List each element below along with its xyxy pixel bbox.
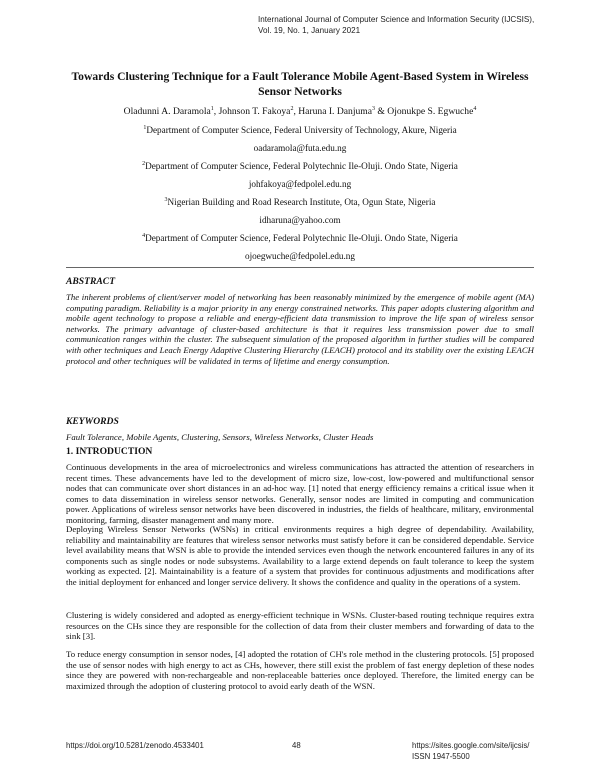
affiliation-superscript: 1 bbox=[143, 124, 147, 131]
keywords-heading: KEYWORDS bbox=[66, 416, 119, 427]
footer-site-link[interactable]: https://sites.google.com/site/ijcsis/ bbox=[412, 741, 530, 750]
affiliation bbox=[40, 196, 560, 208]
affiliation-text: Department of Computer Science, Federal Polytechnic Ile-Oluji. Ondo State, Nigeria bbox=[145, 161, 458, 171]
affiliation bbox=[40, 160, 560, 172]
journal-name: International Journal of Computer Science and Information Security (IJCSIS), bbox=[258, 15, 535, 24]
footer-right bbox=[412, 741, 562, 762]
abstract-text: The inherent problems of client/server model of networking has been reasonably minimized by the emergence of mobile agent (MA) computing paradigm. Reliability is a major priority in any energy constrained networks. This paper adopts clustering algorithm and mobile agent technology to propose a reliable and energy-efficient data transmission to improve the life span of wireless sensor networks. The primary advantage of cluster-based architecture is that it requires less transmission power due to small communication ranges within the cluster. The subsequent simulation of the proposed algorithm in further studies will be compared with other techniques and Leach Energy Adaptive Clustering Hierarchy (LEACH) protocol and its stability over the existing LEACH protocol and other techniques will be validated in terms of lifetime and energy consumption. bbox=[66, 292, 534, 366]
affiliation-superscript: 3 bbox=[164, 196, 168, 203]
affiliation-text: Department of Computer Science, Federal University of Technology, Akure, Nigeria bbox=[146, 125, 457, 135]
intro-paragraph: Continuous developments in the area of microelectronics and wireless communications has attracted the attention of researchers in recent times. These advancements have led to the development of micro size, low-cost, low-powered and multifunctional sensor nodes that can communicate over short distances in an ad-hoc way. [1] noted that energy efficiency remains a critical issue when it comes to data dissemination in wireless sensor networks. Generally, sensor nodes are limited in computing and communication power. Applications of wireless sensor networks have been discovered in industries, the fields of healthcare, military, environmental monitoring, farming, disaster management and many more. bbox=[66, 462, 534, 525]
footer-issn: ISSN 1947-5500 bbox=[412, 751, 470, 761]
author-email[interactable]: ojoegwuche@fedpolel.edu.ng bbox=[245, 251, 355, 261]
author-email[interactable]: idharuna@yahoo.com bbox=[259, 215, 341, 225]
author-name: & Ojonukpe S. Egwuche bbox=[375, 106, 474, 117]
author-name: , Johnson T. Fakoya bbox=[213, 106, 291, 117]
intro-paragraph: Deploying Wireless Sensor Networks (WSNs) in critical environments requires a high degree of dependability. Availability, reliability and maintainability are features that wireless sensor networks must satisfy before it can be considered dependable. Service level availability means that WSN is able to provide the intended services even though the network encountered failures in any of its components such as single nodes or node subsystems. Availability to a large extend depends on fault tolerance to keep the system working as expected. [2]. Maintainability is a feature of a system that provides for continuous adjustments and modifications after the initial deployment for enhanced and longer service delivery. It shows the confidence and quality in the operations of a system. bbox=[66, 524, 534, 587]
keywords-text: Fault Tolerance, Mobile Agents, Clustering, Sensors, Wireless Networks, Cluster Heads bbox=[66, 432, 374, 442]
affiliation bbox=[40, 232, 560, 244]
paper-title: Towards Clustering Technique for a Fault Tolerance Mobile Agent-Based System in Wireless Sensor Networks bbox=[71, 70, 529, 98]
author-superscript: 3 bbox=[372, 105, 376, 112]
affiliation bbox=[40, 124, 560, 136]
journal-header bbox=[258, 14, 588, 36]
section-divider bbox=[66, 267, 534, 268]
author-email[interactable]: oadaramola@futa.edu.ng bbox=[253, 143, 347, 153]
affiliation-text: Nigerian Building and Road Research Institute, Ota, Ogun State, Nigeria bbox=[167, 197, 436, 207]
affiliation-text: Department of Computer Science, Federal Polytechnic Ile-Oluji. Ondo State, Nigeria bbox=[145, 233, 458, 243]
page-number: 48 bbox=[292, 741, 301, 750]
affiliation-superscript: 2 bbox=[142, 160, 146, 167]
author-name: , Haruna I. Danjuma bbox=[293, 106, 373, 117]
author-email[interactable]: johfakoya@fedpolel.edu.ng bbox=[248, 179, 352, 189]
affiliation-superscript: 4 bbox=[142, 232, 146, 239]
author-name: Oladunni A. Daramola bbox=[123, 106, 211, 117]
author-superscript: 1 bbox=[210, 105, 214, 112]
abstract-heading: ABSTRACT bbox=[66, 276, 116, 287]
footer-doi-link[interactable]: https://doi.org/10.5281/zenodo.4533401 bbox=[66, 741, 204, 750]
journal-volume: Vol. 19, No. 1, January 2021 bbox=[258, 26, 361, 35]
intro-paragraph: Clustering is widely considered and adopted as energy-efficient technique in WSNs. Cluster-based routing technique requires extra resources on the CHs since they are responsible for the collection of data from their cluster members and forwarding of data to the sink [3]. bbox=[66, 610, 534, 642]
author-superscript: 4 bbox=[473, 105, 477, 112]
intro-paragraph: To reduce energy consumption in sensor nodes, [4] adopted the rotation of CH's role method in the clustering protocols. [5] proposed the use of sensor nodes with high energy to act as CHs, however, there still exist the problem of fast energy depletion of these nodes since they are powered with non-rechargeable and non-replaceable batteries once deployed. Therefore, the limited energy can be maximized through the adoption of clustering protocol to avoid early death of the WSN. bbox=[66, 649, 534, 691]
intro-heading: 1. INTRODUCTION bbox=[66, 446, 153, 457]
author-superscript: 2 bbox=[290, 105, 294, 112]
author-list bbox=[60, 106, 540, 118]
